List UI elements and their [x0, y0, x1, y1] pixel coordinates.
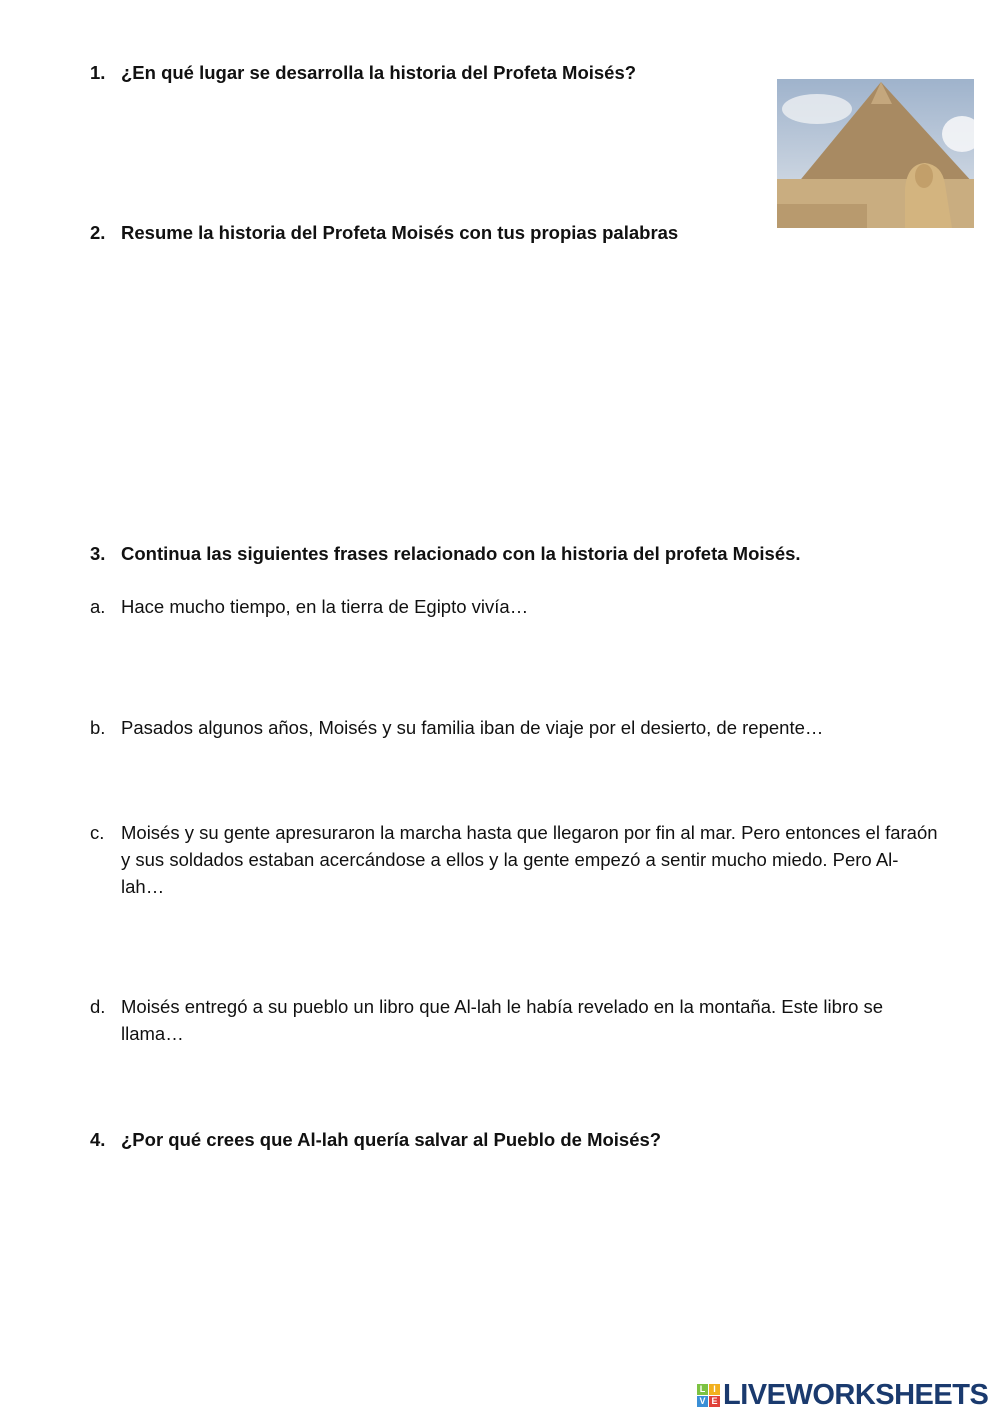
question-number: 4. — [90, 1129, 106, 1150]
item-text: Moisés y su gente apresuraron la marcha hasta que llegaron por fin al mar. Pero entonces el faraón y sus soldados estaban acercándose a ellos y la gente empezó a sentir mucho miedo. Pero Al-lah… — [121, 822, 938, 897]
item-letter: b. — [90, 717, 106, 738]
logo-text: LIVEWORKSHEETS — [723, 1379, 989, 1411]
item-a — [90, 593, 940, 620]
item-c — [90, 819, 940, 900]
question-text: ¿Por qué crees que Al-lah quería salvar al Pueblo de Moisés? — [121, 1129, 662, 1150]
item-text: Moisés entregó a su pueblo un libro que Al-lah le había revelado en la montaña. Este libro se llama… — [121, 996, 884, 1044]
item-d — [90, 993, 940, 1047]
question-number: 1. — [90, 62, 106, 83]
logo-tiles-icon: L I V E — [697, 1384, 720, 1407]
item-text: Pasados algunos años, Moisés y su familia iban de viaje por el desierto, de repente… — [121, 717, 824, 738]
item-b — [90, 714, 940, 741]
question-text: Resume la historia del Profeta Moisés con tus propias palabras — [121, 222, 679, 243]
item-letter: d. — [90, 996, 106, 1017]
question-3 — [90, 540, 950, 567]
question-text: Continua las siguientes frases relacionado con la historia del profeta Moisés. — [121, 543, 801, 564]
pyramid-sphinx-image — [777, 79, 974, 228]
liveworksheets-logo — [697, 1379, 988, 1412]
item-text: Hace mucho tiempo, en la tierra de Egipto vivía… — [121, 596, 529, 617]
item-letter: c. — [90, 822, 105, 843]
item-letter: a. — [90, 596, 106, 617]
question-text: ¿En qué lugar se desarrolla la historia del Profeta Moisés? — [121, 62, 637, 83]
question-number: 2. — [90, 222, 106, 243]
question-4 — [90, 1126, 940, 1153]
question-number: 3. — [90, 543, 106, 564]
